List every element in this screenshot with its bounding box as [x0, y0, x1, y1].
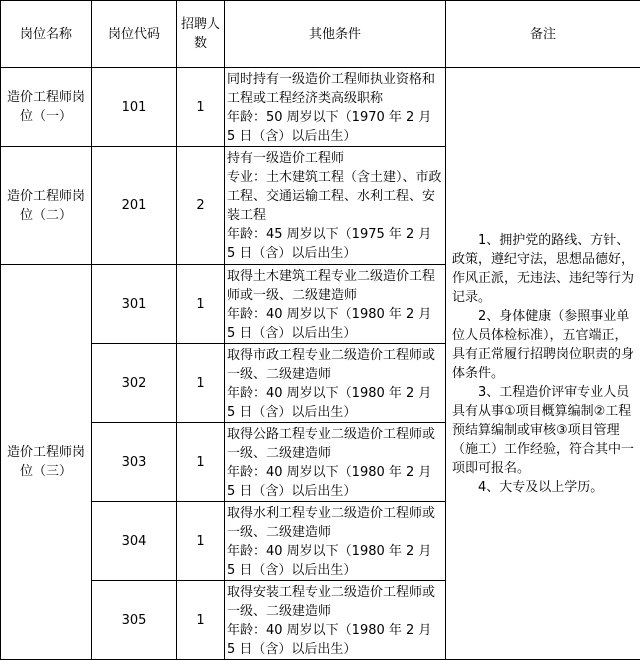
conditions-cell — [225, 265, 446, 344]
condition-text: 取得公路工程专业二级造价工程师或一级、二级建造师 — [227, 425, 443, 463]
header-position-name: 岗位名称 — [1, 1, 92, 68]
condition-text: 年龄：40 周岁以下（1980 年 2 月 5 日（含）以后出生） — [227, 305, 443, 343]
header-position-code: 岗位代码 — [92, 1, 177, 68]
hire-count-cell: 1 — [177, 502, 225, 581]
condition-text: 年龄：40 周岁以下（1980 年 2 月 5 日（含）以后出生） — [227, 542, 443, 580]
hire-count-cell: 1 — [177, 265, 225, 344]
hire-count-cell: 1 — [177, 68, 225, 147]
remark-item: 4、大专及以上学历。 — [452, 478, 636, 497]
hire-count-cell: 1 — [177, 344, 225, 423]
conditions-cell — [225, 68, 446, 147]
position-code-cell: 303 — [92, 423, 177, 502]
remark-item: 3、工程造价评审专业人员具有从事①项目概算编制②工程预结算编制或审核③项目管理（施工）工作经验，符合其中一项即可报名。 — [452, 383, 636, 478]
condition-text: 年龄：45 周岁以下（1975 年 2 月 5 日（含）以后出生） — [227, 225, 443, 263]
condition-text: 取得安装工程专业二级造价工程师或一级、二级建造师 — [227, 583, 443, 621]
remarks-cell — [446, 68, 640, 660]
condition-text: 年龄：50 周岁以下（1970 年 2 月 5 日（含）以后出生） — [227, 108, 443, 146]
condition-text: 年龄：40 周岁以下（1980 年 2 月 5 日（含）以后出生） — [227, 384, 443, 422]
conditions-cell — [225, 581, 446, 660]
condition-text: 取得市政工程专业二级造价工程师或一级、二级建造师 — [227, 346, 443, 384]
header-other-conditions: 其他条件 — [225, 1, 446, 68]
condition-text: 取得水利工程专业二级造价工程师或一级、二级建造师 — [227, 504, 443, 542]
header-row — [1, 1, 640, 68]
remark-item: 2、身体健康（参照事业单位人员体检标准），五官端正，具有正常履行招聘岗位职责的身体条件。 — [452, 307, 636, 383]
position-code-cell: 301 — [92, 265, 177, 344]
position-code-cell: 304 — [92, 502, 177, 581]
position-name-cell: 造价工程师岗位（三） — [1, 265, 92, 660]
condition-text: 持有一级造价工程师 — [227, 149, 443, 168]
header-hire-count: 招聘人数 — [177, 1, 225, 68]
condition-text: 年龄：40 周岁以下（1980 年 2 月 5 日（含）以后出生） — [227, 621, 443, 659]
condition-text: 年龄：40 周岁以下（1980 年 2 月 5 日（含）以后出生） — [227, 463, 443, 501]
conditions-cell — [225, 147, 446, 265]
position-name-cell: 造价工程师岗位（一） — [1, 68, 92, 147]
table-row — [1, 68, 640, 147]
condition-text: 专业：土木建筑工程（含土建）、市政工程、交通运输工程、水利工程、安装工程 — [227, 168, 443, 225]
position-code-cell: 302 — [92, 344, 177, 423]
condition-text: 同时持有一级造价工程师执业资格和工程或工程经济类高级职称 — [227, 70, 443, 108]
conditions-cell — [225, 423, 446, 502]
position-code-cell: 305 — [92, 581, 177, 660]
conditions-cell — [225, 344, 446, 423]
position-code-cell: 201 — [92, 147, 177, 265]
hire-count-cell: 1 — [177, 423, 225, 502]
header-remarks: 备注 — [446, 1, 640, 68]
position-code-cell: 101 — [92, 68, 177, 147]
hire-count-cell: 2 — [177, 147, 225, 265]
remark-item: 1、拥护党的路线、方针、政策，遵纪守法，思想品德好，作风正派，无违法、违纪等行为记录。 — [452, 231, 636, 307]
condition-text: 取得土木建筑工程专业二级造价工程师或一级、二级建造师 — [227, 267, 443, 305]
hire-count-cell: 1 — [177, 581, 225, 660]
conditions-cell — [225, 502, 446, 581]
position-name-cell: 造价工程师岗位（二） — [1, 147, 92, 265]
